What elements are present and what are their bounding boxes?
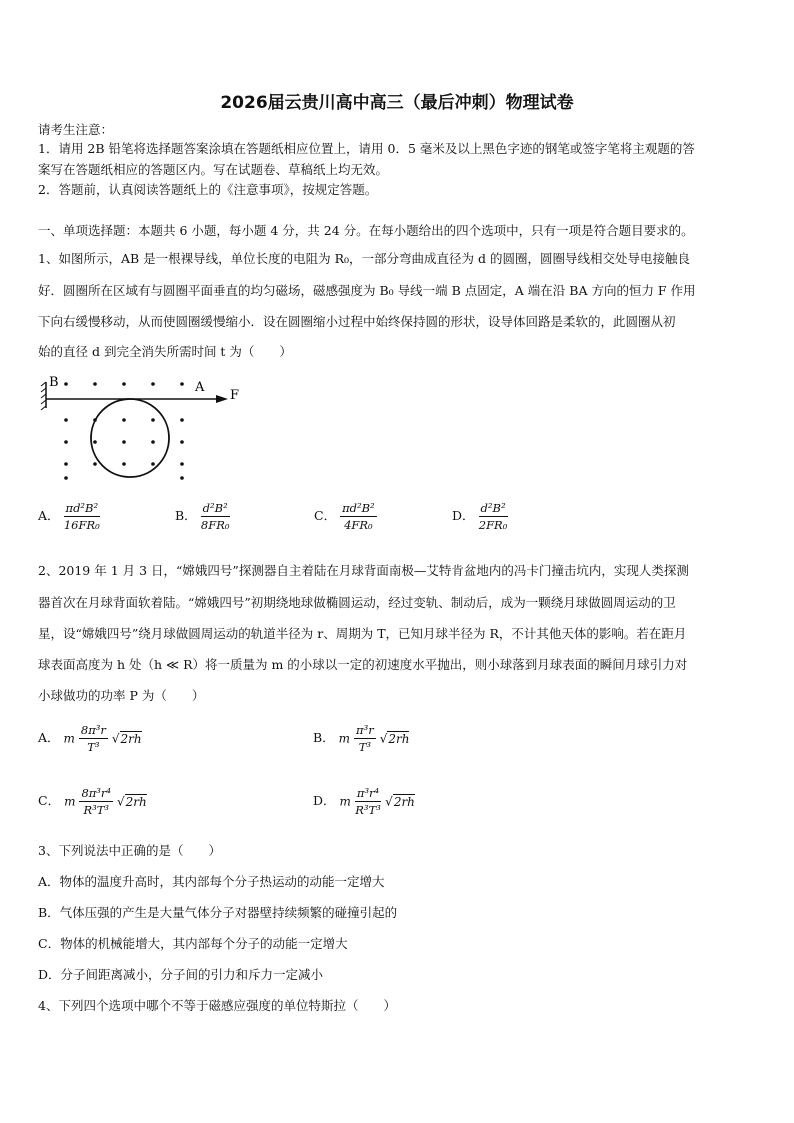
q2-option-c[interactable]: [38, 786, 147, 817]
numerator: 8π³r: [80, 723, 106, 737]
option-label: B．: [175, 508, 197, 523]
option-fraction: [340, 501, 377, 532]
option-fraction: [479, 501, 508, 532]
numerator: 8π³r⁴: [81, 786, 112, 800]
notice-line-1a: 1．请用 2B 铅笔将选择题答案涂填在答题纸相应位置上，请用 0．5 毫米及以上黑色字迹的钢笔或签字笔将主观题的答: [38, 141, 695, 156]
radicand: 2rh: [388, 731, 410, 746]
sqrt-sign: √: [385, 794, 393, 809]
magnetic-field-dots: [64, 382, 184, 480]
option-prefix: m: [63, 731, 75, 746]
numerator: π³r⁴: [356, 786, 380, 800]
option-label: B．: [313, 730, 335, 745]
denominator: R³T³: [83, 803, 110, 817]
denominator: T³: [358, 740, 372, 754]
q2-option-d[interactable]: [313, 786, 415, 817]
denominator: 8FR₀: [200, 518, 230, 532]
q3-option-d[interactable]: D．分子间距离减小，分子间的引力和斥力一定减小: [38, 967, 324, 982]
denominator: R³T³: [355, 803, 381, 817]
option-fraction: [79, 786, 113, 817]
q2-line-3: 星，设“嫦娥四号”绕月球做圆周运动的轨道半径为 r、周期为 T，已知月球半径为 R，不计其他天体的影响。若在距月: [38, 626, 687, 641]
notice-line-1b: 案写在答题纸相应的答题区内。写在试题卷、草稿纸上均无效。: [38, 162, 389, 177]
numerator: πd²B²: [65, 501, 99, 515]
q1-line-3: 下向右缓慢移动，从而使圆圈缓慢缩小．设在圆圈缩小过程中始终保持圆的形状，设导体回路是柔软的，此圆圈从初: [38, 314, 676, 329]
q2-option-a[interactable]: [38, 723, 142, 754]
numerator: d²B²: [202, 501, 228, 515]
q2-line-5: 小球做功的功率 P 为（ ）: [38, 688, 205, 703]
q3-option-b[interactable]: B．气体压强的产生是大量气体分子对器壁持续频繁的碰撞引起的: [38, 905, 398, 920]
option-fraction: [79, 723, 108, 754]
wire-loop: [91, 399, 169, 477]
option-label: A．: [38, 730, 60, 745]
q2-line-1: 2、2019 年 1 月 3 日，“嫦娥四号”探测器自主着陆在月球背面南极—艾特肯盆地内的冯卡门撞击坑内，实现人类探测: [38, 563, 689, 578]
q3-option-a[interactable]: A．物体的温度升高时，其内部每个分子热运动的动能一定增大: [38, 874, 385, 889]
q1-option-b[interactable]: [175, 501, 230, 532]
label-f: F: [230, 388, 240, 403]
numerator: d²B²: [480, 501, 506, 515]
q1-line-1: 1、如图所示，AB 是一根裸导线，单位长度的电阻为 R₀，一部分弯曲成直径为 d 的圆圈，圆圈导线相交处导电接触良: [38, 251, 690, 266]
denominator: T³: [87, 740, 100, 754]
q4-stem: 4、下列四个选项中哪个不等于磁感应强度的单位特斯拉（ ）: [38, 998, 396, 1013]
denominator: 2FR₀: [478, 518, 508, 532]
q2-line-4: 球表面高度为 h 处（h ≪ R）将一质量为 m 的小球以一定的初速度水平抛出，则小球落到月球表面的瞬间月球引力对: [38, 657, 688, 672]
sqrt-sign: √: [117, 794, 125, 809]
option-fraction: [64, 501, 101, 532]
notice-line-2: 2．答题前，认真阅读答题纸上的《注意事项》，按规定答题。: [38, 182, 378, 197]
q2-option-b[interactable]: [313, 723, 409, 754]
option-label: A．: [38, 508, 60, 523]
radicand: 2rh: [393, 794, 415, 809]
denominator: 4FR₀: [344, 518, 373, 532]
notice-heading: 请考生注意：: [38, 122, 114, 137]
option-prefix: m: [338, 731, 351, 746]
q1-line-4: 始的直径 d 到完全消失所需时间 t 为（ ）: [38, 344, 292, 359]
option-label: D．: [313, 793, 336, 808]
sqrt-sign: √: [379, 731, 388, 746]
option-label: D．: [452, 508, 475, 523]
page-title: 2026届云贵川高中高三（最后冲刺）物理试卷: [220, 93, 574, 113]
q3-stem: 3、下列说法中正确的是（ ）: [38, 843, 221, 858]
q1-line-2: 好．圆圈所在区域有与圆圈平面垂直的均匀磁场，磁感强度为 B₀ 导线一端 B 点固定，A 端在沿 BA 方向的恒力 F 作用: [38, 283, 696, 298]
option-fraction: [354, 723, 376, 754]
radicand: 2rh: [125, 794, 147, 809]
option-prefix: m: [64, 794, 76, 809]
label-b: B: [49, 375, 59, 390]
q1-option-c[interactable]: [314, 501, 377, 532]
numerator: π³r: [356, 723, 374, 737]
radicand: 2rh: [120, 731, 142, 746]
denominator: 16FR₀: [63, 518, 100, 532]
label-a: A: [195, 380, 205, 395]
force-arrow: [216, 395, 228, 403]
sqrt-sign: √: [111, 731, 120, 746]
option-fraction: [355, 786, 381, 817]
section-heading: 一、单项选择题：本题共 6 小题，每小题 4 分，共 24 分。在每小题给出的四个选项中，只有一项是符合题目要求的。: [38, 223, 694, 238]
q1-option-a[interactable]: [38, 501, 100, 532]
option-label: C．: [38, 793, 61, 808]
option-label: C．: [314, 508, 337, 523]
option-prefix: m: [339, 794, 351, 809]
q3-option-c[interactable]: C．物体的机械能增大，其内部每个分子的动能一定增大: [38, 936, 348, 951]
q2-line-2: 器首次在月球背面软着陆。“嫦娥四号”初期绕地球做椭圆运动，经过变轨、制动后，成为一颗绕月球做圆周运动的卫: [38, 595, 676, 610]
q1-figure: [40, 372, 250, 484]
option-fraction: [201, 501, 230, 532]
numerator: πd²B²: [342, 501, 375, 515]
q1-option-d[interactable]: [452, 501, 508, 532]
